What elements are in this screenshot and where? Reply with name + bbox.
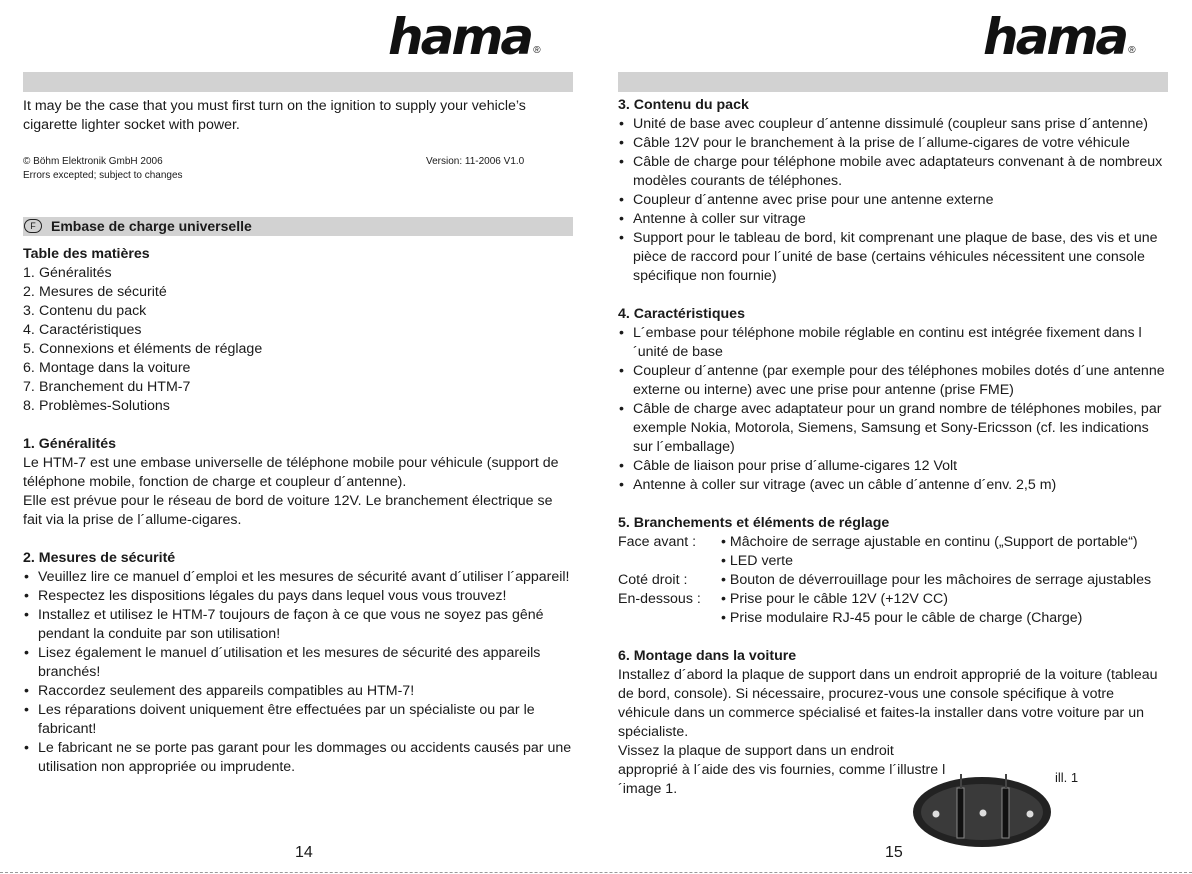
toc-item: 3. Contenu du pack [23, 303, 147, 319]
list-item: • Raccordez seulement des appareils compatibles au HTM-7! [23, 682, 573, 701]
list-item: • Câble de charge avec adaptateur pour un grand nombre de téléphones mobiles, par exemple Nokia, Motorola, Siemens, Samsung et Sony-Ericsson (cf. les indications sur l´emballage) [618, 400, 1168, 457]
section-heading: 5. Branchements et éléments de réglage [618, 515, 890, 531]
safety-list [23, 568, 573, 777]
list-item: • Le fabricant ne se porte pas garant pour les dommages ou accidents causés par une utilisation non appropriée ou imprudente. [23, 739, 573, 777]
section-heading: 2. Mesures de sécurité [23, 550, 176, 566]
list-item: • Coupleur d´antenne (par exemple pour des téléphones mobiles dotés d´une antenne externe ou interne) avec une prise pour antenne (prise FME) [618, 362, 1168, 400]
list-item: • Veuillez lire ce manuel d´emploi et les mesures de sécurité avant d´utiliser l´appareil! [23, 568, 573, 587]
features-list [618, 324, 1168, 495]
header-bar [618, 72, 1168, 92]
list-item: • L´embase pour téléphone mobile réglable en continu est intégrée fixement dans l´unité de base [618, 324, 1168, 362]
connections-table: Face avant : • Mâchoire de serrage ajustable en continu („Support de portable“) • LED verte Coté droit : • Bouton de déverrouillage pour les mâchoires de serrage ajustables En-dessous : • Prise pour le câble 12V (+12V CC) • Prise modulaire RJ-45 pour le câble de charge (Charge) [618, 534, 1152, 626]
errors-note: Errors excepted; subject to changes [23, 170, 183, 181]
paragraph: Vissez la plaque de support dans un endroit approprié à l´aide des vis fournies, comme l´illustre l´image 1. [618, 743, 946, 797]
version: Version: 11-2006 V1.0 [426, 156, 525, 167]
paragraph: Installez d´abord la plaque de support dans un endroit approprié de la voiture (tableau de bord, console). Si nécessaire, procurez-vous une console spécifique à votre véhicule dans un commerce spécialisé et faites-la installer dans votre voiture par un spécialiste. [618, 667, 1158, 740]
list-item: • Respectez les dispositions légales du pays dans lequel vous vous trouvez! [23, 587, 573, 606]
list-item: • Antenne à coller sur vitrage [618, 210, 1168, 229]
header-bar [23, 72, 573, 92]
toc-item: 1. Généralités [23, 265, 112, 281]
hama-logo: hama ® [388, 8, 541, 66]
left-content [23, 245, 573, 777]
illustration-label: ill. 1 [1055, 770, 1079, 785]
page-number: 14 [295, 844, 313, 861]
list-item: • Câble de liaison pour prise d´allume-cigares 12 Volt [618, 457, 1168, 476]
toc-item: 4. Caractéristiques [23, 322, 142, 338]
section-heading: 4. Caractéristiques [618, 306, 745, 322]
toc-item: 5. Connexions et éléments de réglage [23, 341, 263, 357]
page-number: 15 [885, 844, 903, 861]
toc-list [23, 264, 573, 416]
paragraph: Elle est prévue pour le réseau de bord de voiture 12V. Le branchement électrique se fait via la prise de l´allume-cigares. [23, 493, 553, 528]
right-page [618, 0, 1168, 874]
left-page [23, 0, 573, 874]
copyright: © Böhm Elektronik GmbH 2006 [23, 156, 163, 167]
list-item: • Antenne à coller sur vitrage (avec un câble d´antenne d´env. 2,5 m) [618, 476, 1168, 495]
toc-item: 2. Mesures de sécurité [23, 284, 167, 300]
list-item: • Câble 12V pour le branchement à la prise de l´allume-cigares de votre véhicule [618, 134, 1168, 153]
list-item: • Unité de base avec coupleur d´antenne dissimulé (coupleur sans prise d´antenne) [618, 115, 1168, 134]
list-item: • Support pour le tableau de bord, kit comprenant une plaque de base, des vis et une pièce de raccord pour l´unité de base (certains véhicules nécessitent une console spécifique non fournie) [618, 229, 1168, 286]
section-title-bar [23, 217, 573, 236]
language-flag-icon: F [24, 219, 42, 233]
pack-contents-list [618, 115, 1168, 286]
mounting-plate-illustration [912, 774, 1052, 848]
list-item: • Coupleur d´antenne avec prise pour une antenne externe [618, 191, 1168, 210]
copyright-block [23, 155, 573, 183]
toc-title: Table des matières [23, 246, 150, 262]
list-item: • Lisez également le manuel d´utilisation et les mesures de sécurité des appareils branchés! [23, 644, 573, 682]
paragraph: Le HTM-7 est une embase universelle de téléphone mobile pour véhicule (support de téléphone mobile, fonction de charge et coupleur d´antenne). [23, 455, 559, 490]
toc-item: 7. Branchement du HTM-7 [23, 379, 191, 395]
list-item: • Les réparations doivent uniquement être effectuées par un spécialiste ou par le fabricant! [23, 701, 573, 739]
toc-item: 6. Montage dans la voiture [23, 360, 191, 376]
list-item: • Câble de charge pour téléphone mobile avec adaptateurs convenant à de nombreux modèles courants de téléphones. [618, 153, 1168, 191]
toc-item: 8. Problèmes-Solutions [23, 398, 170, 414]
section-heading: 1. Généralités [23, 436, 117, 452]
section-heading: 3. Contenu du pack [618, 97, 749, 113]
list-item: • Installez et utilisez le HTM-7 toujours de façon à ce que vous ne soyez pas gêné pendant la conduite par son utilisation! [23, 606, 573, 644]
right-content [618, 96, 1168, 799]
section-title: Embase de charge universelle [51, 218, 252, 234]
section-heading: 6. Montage dans la voiture [618, 648, 797, 664]
intro-text: It may be the case that you must first turn on the ignition to supply your vehicle’s cigarette lighter socket with power. [23, 98, 526, 133]
hama-logo: hama ® [983, 8, 1136, 66]
